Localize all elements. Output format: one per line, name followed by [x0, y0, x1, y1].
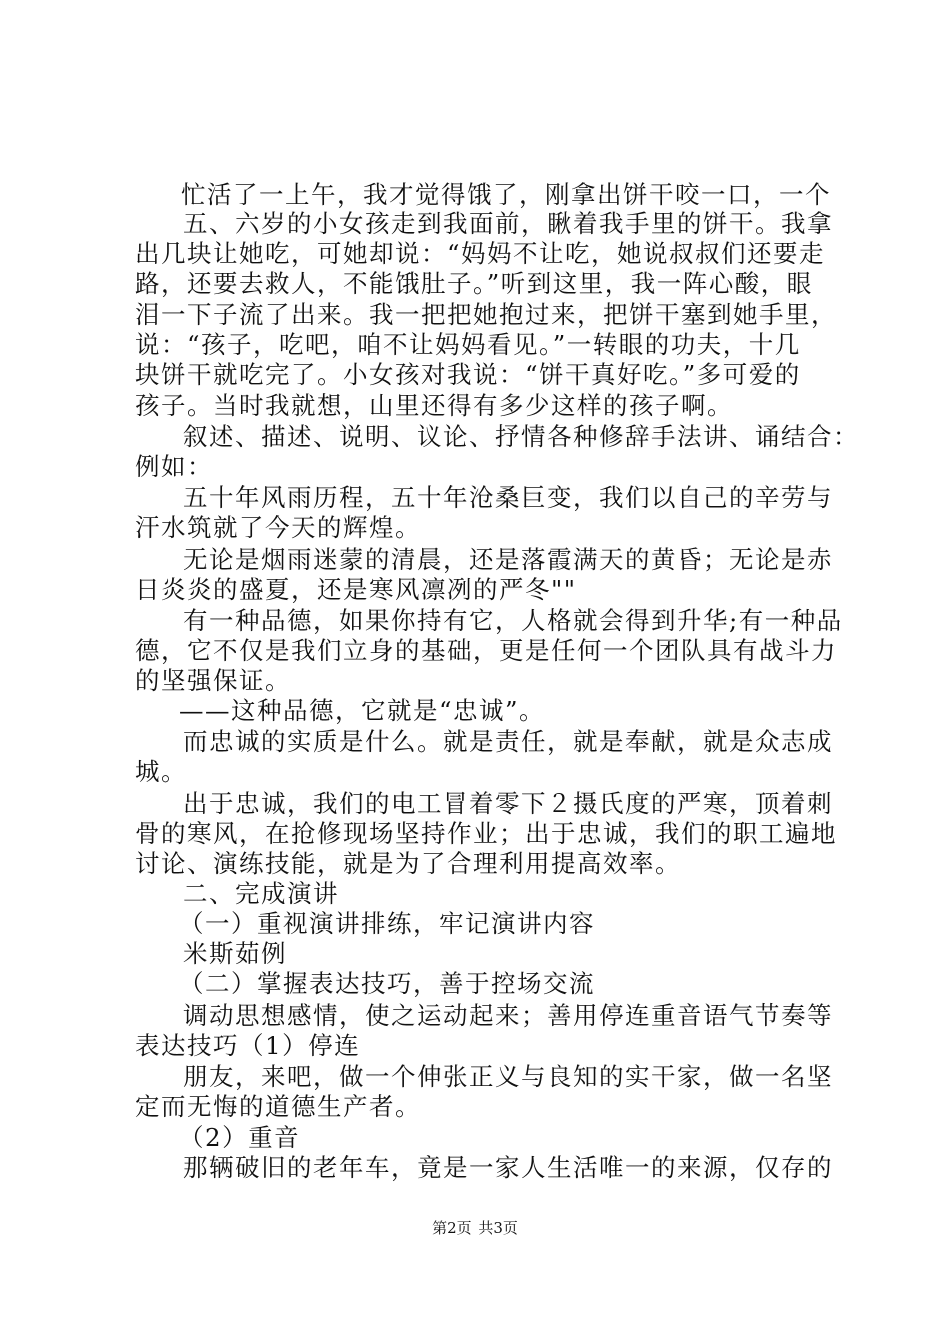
text-line: 日炎炎的盛夏，还是寒风凛冽的严冬"" — [135, 575, 577, 604]
subsection-heading: （一）重视演讲排练，牢记演讲内容 — [179, 909, 595, 938]
page-number: 第2页 — [432, 1219, 472, 1237]
subsection-heading: （二）掌握表达技巧，善于控场交流 — [179, 969, 595, 998]
text-line: 城。 — [135, 757, 187, 786]
page-footer — [0, 1218, 950, 1238]
text-line: 的坚强保证。 — [135, 666, 291, 695]
text-line: 泪一下子流了出来。我一把把她抱过来，把饼干塞到她手里， — [135, 300, 837, 329]
text-line: 表达技巧（1）停连 — [135, 1031, 361, 1060]
text-line: 调动思想感情，使之运动起来；善用停连重音语气节奏等 — [183, 1001, 833, 1030]
section-heading: 二、完成演讲 — [183, 879, 339, 908]
text-line: 路，还要去救人，不能饿肚子。”听到这里，我一阵心酸，眼 — [135, 269, 813, 298]
text-line: 说：“孩子，吃吧，咱不让妈妈看见。”一转眼的功夫，十几 — [135, 330, 801, 359]
text-line: 叙述、描述、说明、议论、抒情各种修辞手法讲、诵结合： — [183, 422, 859, 451]
text-line: 无论是烟雨迷蒙的清晨，还是落霞满天的黄昏；无论是赤 — [183, 545, 833, 574]
text-line: 块饼干就吃完了。小女孩对我说：“饼干真好吃。”多可爱的 — [135, 360, 801, 389]
text-line: 出几块让她吃，可她却说：“妈妈不让吃，她说叔叔们还要走 — [135, 239, 826, 268]
text-line: 忙活了一上午，我才觉得饿了，刚拿出饼干咬一口，一个 — [181, 180, 831, 209]
text-line: 五十年风雨历程，五十年沧桑巨变，我们以自己的辛劳与 — [183, 483, 833, 512]
text-line: 而忠诚的实质是什么。就是责任，就是奉献，就是众志成 — [183, 727, 833, 756]
text-line: 汗水筑就了今天的辉煌。 — [135, 513, 421, 542]
text-line: 那辆破旧的老年车，竟是一家人生活唯一的来源，仅存的 — [183, 1153, 833, 1182]
text-line: 有一种品德，如果你持有它，人格就会得到升华;有一种品 — [183, 606, 843, 635]
text-line: 朋友，来吧，做一个伸张正义与良知的实干家，做一名坚 — [183, 1062, 833, 1091]
text-line: 米斯茹例 — [183, 939, 287, 968]
text-line: ——这种品德，它就是“忠诚”。 — [179, 696, 546, 725]
page-total: 共3页 — [478, 1219, 518, 1237]
text-line: 骨的寒风，在抢修现场坚持作业；出于忠诚，我们的职工遍地 — [135, 819, 837, 848]
text-line: 例如： — [135, 452, 213, 481]
text-line: 讨论、演练技能，就是为了合理利用提高效率。 — [135, 849, 681, 878]
text-line: 出于忠诚，我们的电工冒着零下２摄氏度的严寒，顶着刺 — [183, 789, 833, 818]
text-line: 德，它不仅是我们立身的基础，更是任何一个团队具有战斗力 — [135, 636, 837, 665]
text-line: 孩子。当时我就想，山里还得有多少这样的孩子啊。 — [135, 391, 733, 420]
text-line: （2）重音 — [179, 1123, 301, 1152]
text-line: 五、六岁的小女孩走到我面前，瞅着我手里的饼干。我拿 — [183, 209, 833, 238]
text-line: 定而无悔的道德生产者。 — [135, 1092, 421, 1121]
